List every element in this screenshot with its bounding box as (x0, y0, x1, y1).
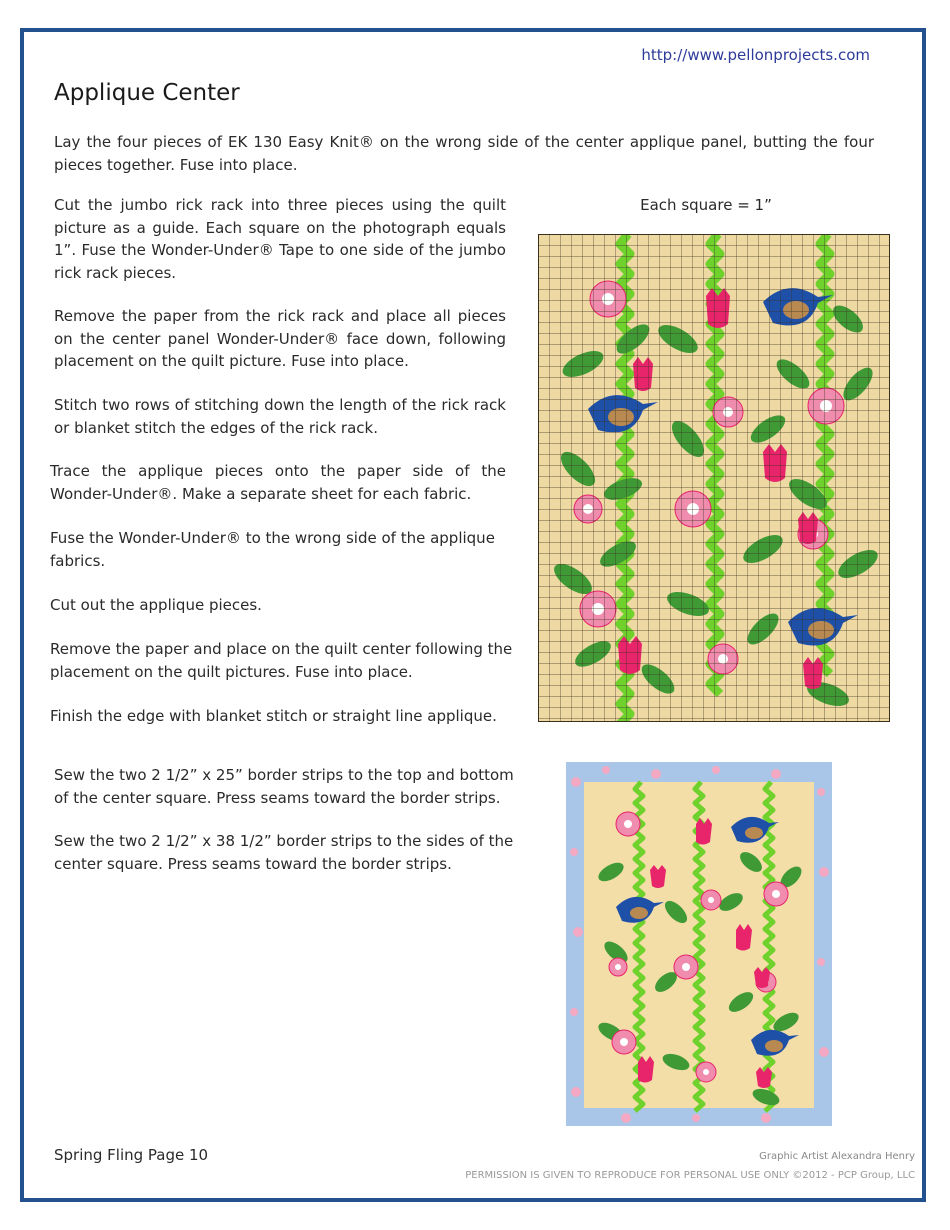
step-finish: Finish the edge with blanket stitch or straight line applique. (50, 707, 497, 725)
permission-notice: PERMISSION IS GIVEN TO REPRODUCE FOR PERSONAL USE ONLY ©2012 - PCP Group, LLC (465, 1170, 915, 1181)
step-rick-rack-cut: Cut the jumbo rick rack into three pieces using the quilt picture as a guide. Each square on the photograph equals 1”. Fuse the Wonder-Under® Tape to one side of the jumbo rick rack pieces. (54, 196, 506, 282)
intro-paragraph: Lay the four pieces of EK 130 Easy Knit® on the wrong side of the center applique panel, butting the four pieces together. Fuse into place. (54, 133, 874, 174)
step-place: Remove the paper and place on the quilt center following the placement on the quilt pictures. Fuse into place. (50, 640, 513, 681)
step-rick-rack-stitch: Stitch two rows of stitching down the length of the rick rack or blanket stitch the edges of the rick rack. (54, 396, 506, 437)
step-border-top-bottom: Sew the two 2 1/2” x 25” border strips to the top and bottom of the center square. Press seams toward the border strips. (54, 766, 514, 807)
gridded-quilt-image (538, 234, 890, 722)
finished-quilt-image (566, 762, 832, 1126)
website-link[interactable]: http://www.pellonprojects.com (641, 46, 870, 64)
page-footer: Spring Fling Page 10 (54, 1146, 209, 1164)
step-border-sides: Sew the two 2 1/2” x 38 1/2” border strips to the sides of the center square. Press seams toward the border strips. (54, 832, 514, 873)
step-rick-rack-place: Remove the paper from the rick rack and place all pieces on the center panel Wonder-Under® face down, following placement on the quilt picture. Fuse into place. (54, 307, 506, 370)
artist-credit: Graphic Artist Alexandra Henry (759, 1151, 915, 1162)
step-trace: Trace the applique pieces onto the paper side of the Wonder-Under®. Make a separate sheet for each fabric. (50, 462, 506, 503)
grid-caption: Each square = 1” (640, 196, 772, 214)
step-fuse: Fuse the Wonder-Under® to the wrong side of the applique fabrics. (50, 529, 495, 570)
page-title: Applique Center (54, 80, 240, 106)
step-cut: Cut out the applique pieces. (50, 596, 262, 614)
